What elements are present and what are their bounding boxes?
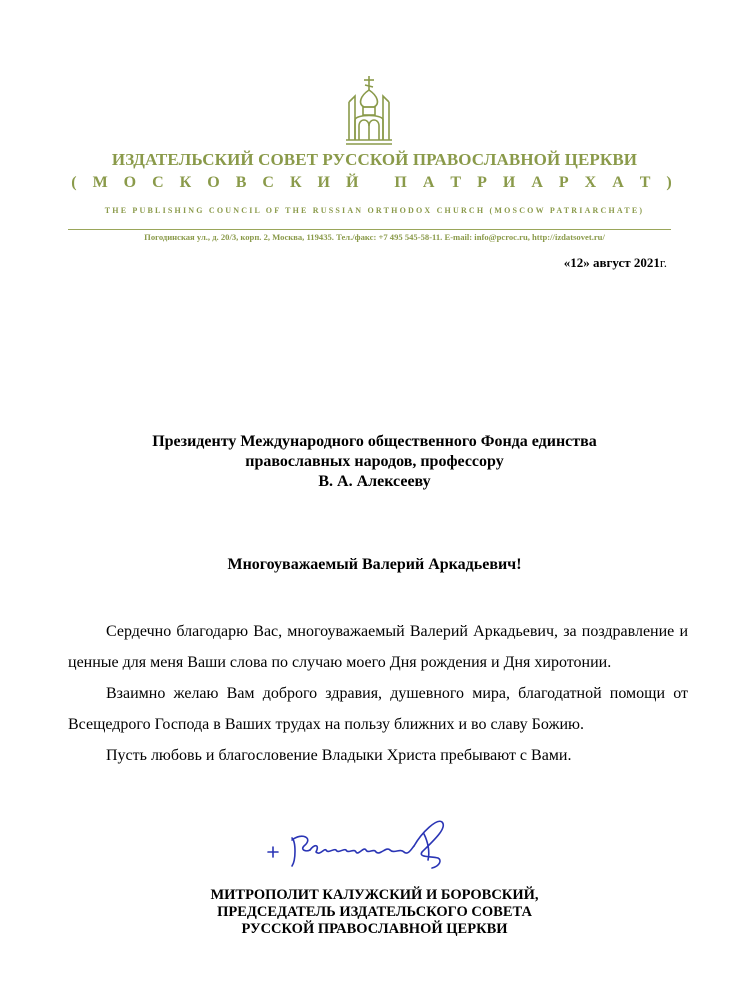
org-subtitle-ru: ( М О С К О В С К И Й П А Т Р И А Р Х А Т ) (71, 174, 678, 191)
handwritten-signature (262, 812, 462, 874)
org-name-ru: ИЗДАТЕЛЬСКИЙ СОВЕТ РУССКОЙ ПРАВОСЛАВНОЙ ЦЕРКВИ (111, 150, 638, 169)
body-paragraph: Пусть любовь и благословение Владыки Христа пребывают с Вами. (106, 747, 572, 764)
letter-body (68, 616, 688, 771)
church-emblem-logo (344, 74, 394, 148)
letter-date-suffix: г. (659, 255, 667, 270)
signer-line: РУССКОЙ ПРАВОСЛАВНОЙ ЦЕРКВИ (241, 921, 508, 937)
recipient-block (0, 432, 749, 492)
letter-date-text: «12» август 2021 (563, 255, 660, 270)
signer-line: ПРЕДСЕДАТЕЛЬ ИЗДАТЕЛЬСКОГО СОВЕТА (217, 904, 532, 920)
greeting: Многоуважаемый Валерий Аркадьевич! (227, 556, 522, 573)
letter-date (564, 255, 667, 271)
body-paragraph: Взаимно желаю Вам доброго здравия, душевного мира, благодатной помощи от Всещедрого Господа в Ваших трудах на пользу ближних и во славу Божию. (68, 685, 688, 733)
recipient-line: В. А. Алексееву (318, 473, 431, 490)
header-divider (68, 229, 671, 230)
body-paragraph: Сердечно благодарю Вас, многоуважаемый Валерий Аркадьевич, за поздравление и ценные для меня Ваши слова по случаю моего Дня рождения и Дня хиротонии. (68, 623, 688, 671)
org-address: Погодинская ул., д. 20/3, корп. 2, Москва, 119435. Тел./факс: +7 495 545-58-11. E-mail: info@pcroc.ru, http://izdatsovet.ru/ (144, 232, 605, 242)
signer-block (0, 887, 749, 938)
signer-line: МИТРОПОЛИТ КАЛУЖСКИЙ И БОРОВСКИЙ, (210, 887, 539, 903)
recipient-line: православных народов, профессору (245, 453, 504, 470)
recipient-line: Президенту Международного общественного Фонда единства (152, 433, 597, 450)
org-name-en: THE PUBLISHING COUNCIL OF THE RUSSIAN ORTHODOX CHURCH (MOSCOW PATRIARCHATE) (104, 206, 645, 215)
